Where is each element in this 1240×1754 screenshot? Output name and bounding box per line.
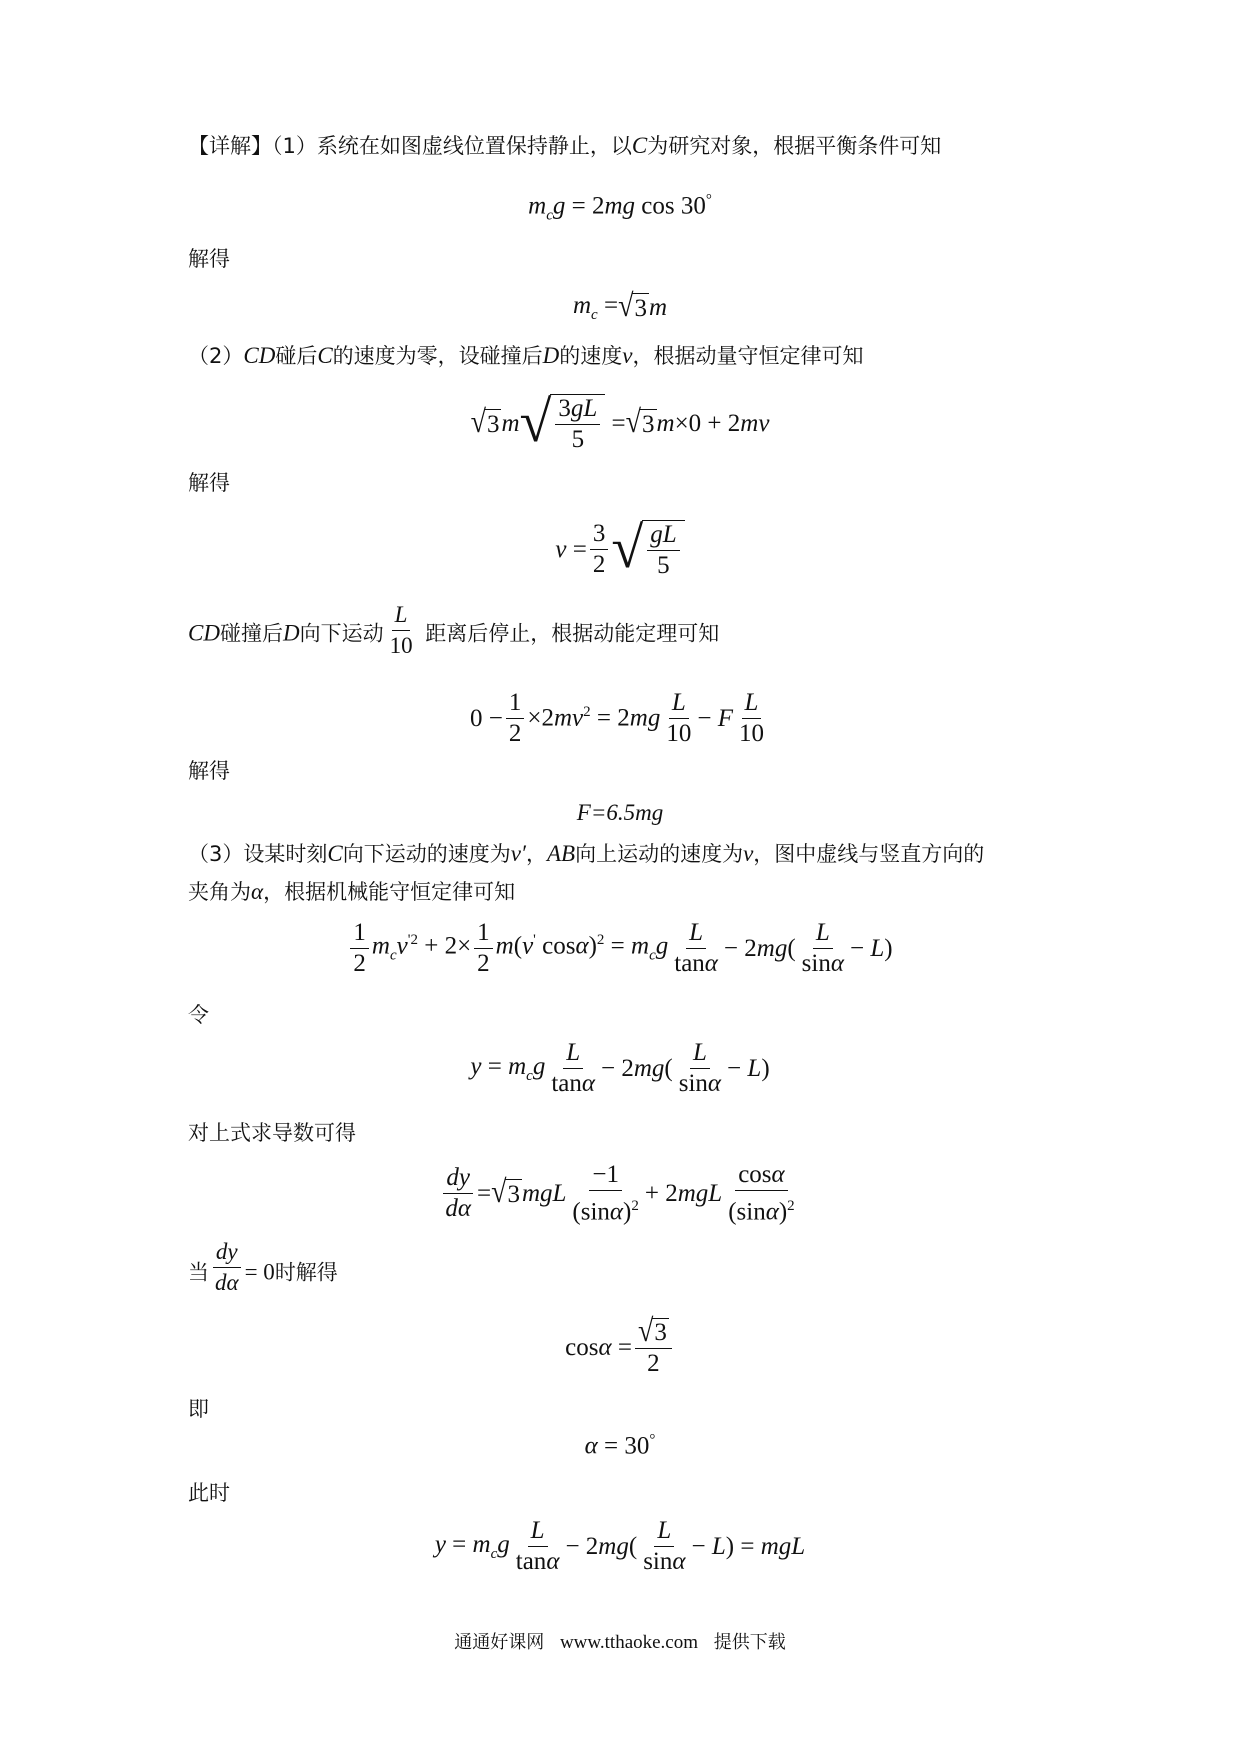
now-label: 此时 bbox=[188, 1481, 230, 1505]
footer bbox=[0, 1628, 1240, 1654]
section-tag: 【详解】 bbox=[188, 134, 272, 158]
part3-line-1: （3）设某时刻C向下运动的速度为v′，AB向上运动的速度为v，图中虚线与竖直方向的 bbox=[188, 841, 985, 866]
equation-alpha: α = 30° bbox=[584, 1432, 656, 1460]
equation-balance: $m_cg = 2mg$ cos 30° bbox=[528, 192, 712, 224]
solve-label-1: 解得 bbox=[188, 247, 230, 271]
equation-y: $y = m_cg$ $\frac{L}{\tan\alpha}$ − 2mg( $\frac{L}{\sin\alpha}$ − L) bbox=[470, 1039, 770, 1097]
equation-mass-c: $m_c$ = √ 3 m bbox=[572, 288, 668, 325]
equation-energy-conservation: $\frac{1}{2}$ $m_cv^{'2} + 2\times$ $\frac{1}{2}$ m(v' $\cos\alpha)^2 = m_cg$ $\frac{L}{\tan\alpha}$ − 2mg( $\frac{L}{\sin\alpha}$ − L) bbox=[0, 920, 1240, 977]
intro-line: 【详解】（1）系统在如图虚线位置保持静止，以C为研究对象，根据平衡条件可知 bbox=[188, 133, 942, 158]
equation-momentum: √ 3 m √ $\frac{3gL}{5}$ = √ 3 m×0 + 2mv bbox=[470, 389, 770, 454]
equation-force: F=6.5mg bbox=[576, 800, 664, 825]
equation-cos-alpha: cosα = √ 3 2 bbox=[0, 1318, 1240, 1377]
equation-y-result: $y = m_cg$ $\frac{L}{\tan\alpha}$ − 2mg( $\frac{L}{\sin\alpha}$ − L) = mgL bbox=[434, 1517, 806, 1575]
when-line: 当 $\frac{dy}{d\alpha}$ = 0时解得 bbox=[188, 1239, 338, 1295]
footer-site-name: 通通好课网 bbox=[454, 1632, 545, 1653]
let-label: 令 bbox=[188, 1003, 209, 1027]
derive-label: 对上式求导数可得 bbox=[188, 1121, 356, 1145]
i-e-label: 即 bbox=[188, 1397, 209, 1421]
solve-label-2: 解得 bbox=[188, 471, 230, 495]
equation-work-energy: 0 − $\frac{1}{2}$ $\times 2mv^2 = 2mg$ $\frac{L}{10}$ − F $\frac{L}{10}$ bbox=[470, 689, 764, 747]
footer-download: 提供下载 bbox=[713, 1632, 786, 1653]
part3-line-2: 夹角为α，根据机械能守恒定律可知 bbox=[188, 879, 516, 904]
equation-velocity: v = $\frac{3}{2}$ √ $\frac{gL}{5}$ bbox=[0, 520, 1240, 579]
solve-label-3: 解得 bbox=[188, 759, 230, 783]
equation-derivative: $\frac{dy}{d\alpha}$ = √ 3 mgL $\frac{-1}{(\sin\alpha)^2}$ + 2mgL $\frac{\cos\alpha}{(\sin\alpha)^2}$ bbox=[445, 1161, 795, 1226]
part2-line: （2）CD碰后C的速度为零，设碰撞后D的速度v，根据动量守恒定律可知 bbox=[188, 343, 864, 368]
part2b-line: CD碰撞后D向下运动 $\frac{L}{10}$ 距离后停止，根据动能定理可知 bbox=[188, 602, 720, 658]
footer-url[interactable]: www.tthaoke.com bbox=[559, 1632, 699, 1653]
